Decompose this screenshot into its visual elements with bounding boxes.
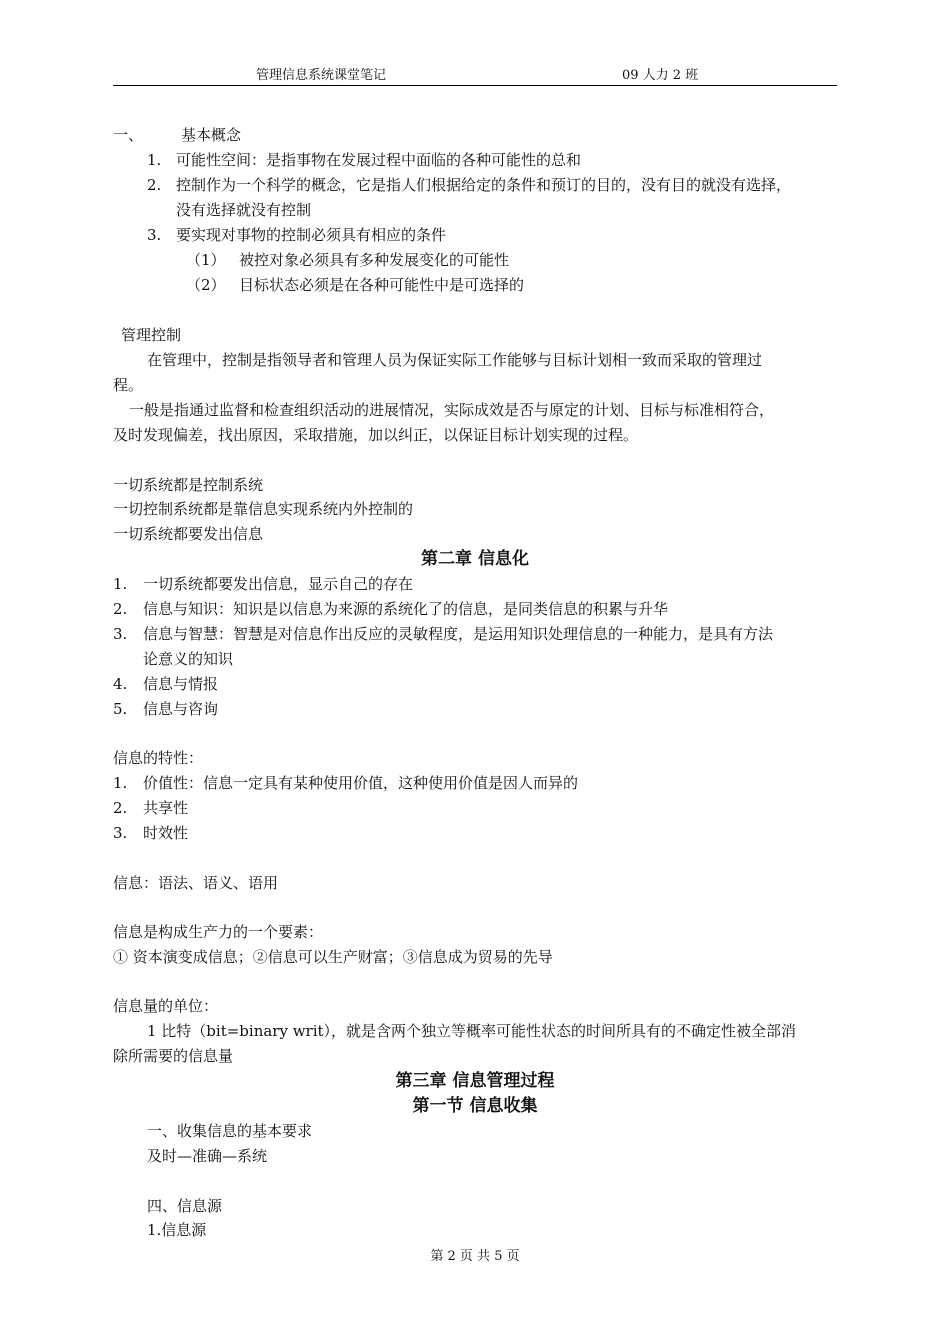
mgmt-p2-line2: 及时发现偏差，找出原因，采取措施，加以纠正，以保证目标计划实现的过程。 <box>113 426 639 444</box>
section1-num: 一、 <box>113 126 144 144</box>
mgmt-p2-line1: 一般是指通过监督和检查组织活动的进展情况，实际成效是否与原定的计划、目标与标准相符合， <box>129 401 775 419</box>
requirement-text: 及时—准确—系统 <box>147 1147 268 1165</box>
system-line: 一切系统都要发出信息 <box>113 525 264 543</box>
list-item-text: 要实现对事物的控制必须具有相应的条件 <box>176 226 447 244</box>
section-title: 第一节 信息收集 <box>412 1096 538 1116</box>
unit-title: 信息量的单位： <box>113 997 219 1015</box>
system-line: 一切控制系统都是靠信息实现系统内外控制的 <box>113 500 414 518</box>
list-item-text: 共享性 <box>143 799 189 817</box>
list-item-cont: 没有选择就没有控制 <box>176 201 312 219</box>
list-item-text: 信息与知识：知识是以信息为来源的系统化了的信息，是同类信息的积累与升华 <box>143 600 669 618</box>
list-item-num: 5. <box>113 700 128 718</box>
unit-line1: 1 比特（bit=binary writ），就是含两个独立等概率可能性状态的时间所具有的不确定性被全部消 <box>147 1022 797 1040</box>
source-title: 四、信息源 <box>147 1197 223 1215</box>
list-item-num: 3. <box>113 625 128 643</box>
productivity-text: ① 资本演变成信息；②信息可以生产财富；③信息成为贸易的先导 <box>113 948 553 966</box>
list-item-num: 4. <box>113 675 128 693</box>
header-title: 管理信息系统课堂笔记 <box>256 68 387 83</box>
system-line: 一切系统都是控制系统 <box>113 476 264 494</box>
section1-title: 基本概念 <box>181 126 242 144</box>
productivity-title: 信息是构成生产力的一个要素： <box>113 923 324 941</box>
list-item-num: 1. <box>113 575 128 593</box>
list-item-cont: 论意义的知识 <box>143 650 234 668</box>
mgmt-p1-line2: 程。 <box>113 376 144 394</box>
list-item-num: 2. <box>113 600 128 618</box>
mgmt-title: 管理控制 <box>121 326 182 344</box>
list-item-text: 可能性空间：是指事物在发展过程中面临的各种可能性的总和 <box>176 151 582 169</box>
list-item-num: 1. <box>113 774 128 792</box>
list-item-text: 控制作为一个科学的概念，它是指人们根据给定的条件和预订的目的，没有目的就没有选择， <box>176 176 792 194</box>
requirement-title: 一、收集信息的基本要求 <box>147 1122 313 1140</box>
list-item-text: 时效性 <box>143 824 189 842</box>
sub-item-num: （2） <box>186 276 226 294</box>
header-class: 09 人力 2 班 <box>622 68 699 83</box>
chapter-title: 第三章 信息管理过程 <box>395 1071 555 1091</box>
list-item-num: 2. <box>147 176 162 194</box>
sub-item-text: 目标状态必须是在各种可能性中是可选择的 <box>239 276 525 294</box>
header-rule <box>113 85 837 86</box>
list-item-num: 3. <box>113 824 128 842</box>
sub-item-text: 被控对象必须具有多种发展变化的可能性 <box>239 251 510 269</box>
semantics-line: 信息：语法、语义、语用 <box>113 874 279 892</box>
list-item-text: 价值性：信息一定具有某种使用价值，这种使用价值是因人而异的 <box>143 774 579 792</box>
list-item-num: 1. <box>147 151 162 169</box>
page-number: 第 2 页 共 5 页 <box>430 1249 520 1264</box>
mgmt-p1-line1: 在管理中，控制是指领导者和管理人员为保证实际工作能够与目标计划相一致而采取的管理过 <box>147 351 763 369</box>
list-item-num: 2. <box>113 799 128 817</box>
chapter-title: 第二章 信息化 <box>421 549 529 569</box>
list-item-text: 信息与情报 <box>143 675 219 693</box>
list-item-text: 一切系统都要发出信息，显示自己的存在 <box>143 575 414 593</box>
list-item-text: 信息与智慧：智慧是对信息作出反应的灵敏程度，是运用知识处理信息的一种能力，是具有方法 <box>143 625 774 643</box>
sub-item-num: （1） <box>186 251 226 269</box>
traits-title: 信息的特性： <box>113 749 204 767</box>
unit-line2: 除所需要的信息量 <box>113 1047 234 1065</box>
source-item: 1.信息源 <box>147 1221 207 1239</box>
list-item-text: 信息与咨询 <box>143 700 219 718</box>
list-item-num: 3. <box>147 226 162 244</box>
